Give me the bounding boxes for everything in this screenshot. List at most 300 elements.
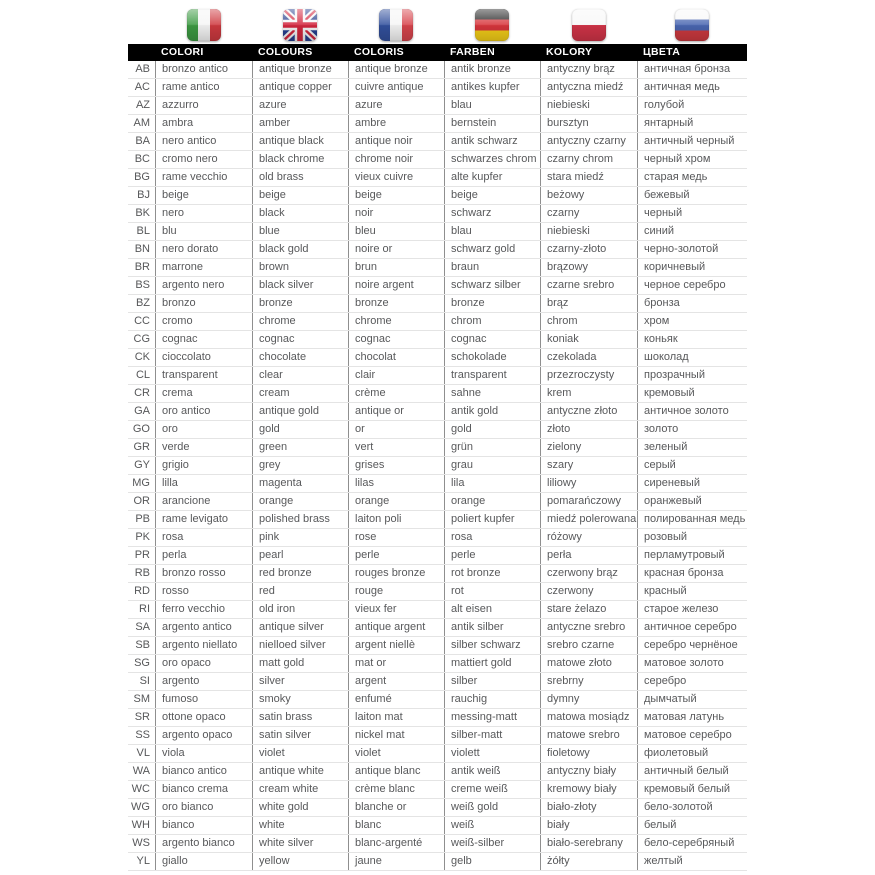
color-name-cell-en: old brass (252, 169, 348, 186)
table-row (128, 727, 747, 745)
table-row (128, 169, 747, 187)
color-name-cell-ru: красный (637, 583, 747, 600)
color-name-cell-fr: violet (348, 745, 444, 762)
color-name-cell-en: yellow (252, 853, 348, 870)
header-french: COLORIS (354, 46, 404, 58)
table-row (128, 637, 747, 655)
code-cell: BK (135, 207, 150, 219)
color-name-cell-fr: vieux fer (348, 601, 444, 618)
color-name-cell-it: crema (155, 385, 252, 402)
color-name-cell-it: bronzo (155, 295, 252, 312)
color-name-cell-pl: zielony (540, 439, 637, 456)
color-name-cell-de: antik silber (444, 619, 540, 636)
code-cell: OR (133, 495, 150, 507)
color-name-cell-ru: фиолетовый (637, 745, 747, 762)
color-name-cell-ru: черное серебро (637, 277, 747, 294)
color-name-cell-en: orange (252, 493, 348, 510)
header-german: FARBEN (450, 46, 495, 58)
color-name-cell-it: argento (155, 673, 252, 690)
code-cell: PK (135, 531, 150, 543)
code-cell: PR (134, 549, 150, 561)
color-name-cell-en: azure (252, 97, 348, 114)
color-name-cell-fr: chrome (348, 313, 444, 330)
color-name-cell-de: transparent (444, 367, 540, 384)
color-name-cell-it: argento antico (155, 619, 252, 636)
color-name-cell-pl: stare żelazo (540, 601, 637, 618)
color-name-cell-de: messing-matt (444, 709, 540, 726)
color-name-cell-ru: кремовый (637, 385, 747, 402)
color-name-cell-fr: antique noir (348, 133, 444, 150)
code-cell: WH (131, 819, 150, 831)
color-name-cell-de: gold (444, 421, 540, 438)
color-name-cell-en: white silver (252, 835, 348, 852)
color-name-cell-de: antik bronze (444, 61, 540, 78)
color-name-cell-it: nero dorato (155, 241, 252, 258)
color-name-cell-ru: бежевый (637, 187, 747, 204)
color-name-cell-en: pearl (252, 547, 348, 564)
color-name-cell-de: rot bronze (444, 565, 540, 582)
uk-flag-icon (283, 9, 317, 41)
color-name-cell-pl: kremowy biały (540, 781, 637, 798)
code-cell: SB (135, 639, 150, 651)
table-row (128, 457, 747, 475)
color-name-cell-it: oro bianco (155, 799, 252, 816)
code-cell: SG (134, 657, 150, 669)
code-cell: GO (132, 423, 150, 435)
color-name-cell-ru: золото (637, 421, 747, 438)
color-name-cell-it: argento nero (155, 277, 252, 294)
table-row (128, 385, 747, 403)
flags-row (128, 8, 747, 41)
russia-flag-icon (675, 9, 709, 41)
color-name-cell-ru: белый (637, 817, 747, 834)
color-name-cell-fr: cuivre antique (348, 79, 444, 96)
color-name-cell-pl: czarny chrom (540, 151, 637, 168)
color-name-cell-ru: оранжевый (637, 493, 747, 510)
table-row (128, 331, 747, 349)
color-name-cell-en: gold (252, 421, 348, 438)
color-name-cell-pl: matowe złoto (540, 655, 637, 672)
color-name-cell-fr: clair (348, 367, 444, 384)
code-cell: RB (134, 567, 150, 579)
color-name-cell-it: ambra (155, 115, 252, 132)
table-row (128, 565, 747, 583)
code-cell: SS (135, 729, 150, 741)
code-cell: CR (134, 387, 150, 399)
color-name-cell-de: rot (444, 583, 540, 600)
color-name-cell-it: nero antico (155, 133, 252, 150)
color-name-cell-de: weiß (444, 817, 540, 834)
color-name-cell-pl: antyczny brąz (540, 61, 637, 78)
color-name-cell-fr: argent niellè (348, 637, 444, 654)
table-row (128, 97, 747, 115)
color-name-cell-de: schwarzes chrom (444, 151, 540, 168)
color-name-cell-ru: серебро (637, 673, 747, 690)
color-name-cell-pl: czarny (540, 205, 637, 222)
color-name-cell-pl: liliowy (540, 475, 637, 492)
color-name-cell-pl: perła (540, 547, 637, 564)
color-name-cell-fr: rouges bronze (348, 565, 444, 582)
color-name-cell-pl: szary (540, 457, 637, 474)
color-name-cell-fr: bleu (348, 223, 444, 240)
germany-flag-icon (475, 9, 509, 41)
color-name-cell-en: brown (252, 259, 348, 276)
color-name-cell-ru: желтый (637, 853, 747, 870)
table-row (128, 511, 747, 529)
color-name-cell-ru: коричневый (637, 259, 747, 276)
color-name-cell-pl: dymny (540, 691, 637, 708)
color-name-cell-it: perla (155, 547, 252, 564)
color-name-cell-pl: biało-serebrany (540, 835, 637, 852)
color-name-cell-ru: античный белый (637, 763, 747, 780)
color-name-cell-fr: laiton poli (348, 511, 444, 528)
color-name-cell-fr: antique argent (348, 619, 444, 636)
code-cell: CC (134, 315, 150, 327)
table-row (128, 583, 747, 601)
table-row (128, 295, 747, 313)
color-name-cell-de: rauchig (444, 691, 540, 708)
color-name-cell-ru: серебро чернёное (637, 637, 747, 654)
color-name-cell-ru: полированная медь (637, 511, 747, 528)
color-name-cell-it: beige (155, 187, 252, 204)
color-name-cell-fr: chocolat (348, 349, 444, 366)
code-cell: SR (134, 711, 150, 723)
color-name-cell-pl: żółty (540, 853, 637, 870)
color-name-cell-fr: azure (348, 97, 444, 114)
color-name-cell-de: grün (444, 439, 540, 456)
color-name-cell-fr: crème (348, 385, 444, 402)
table-row (128, 835, 747, 853)
code-cell: AB (135, 63, 150, 75)
color-name-cell-de: cognac (444, 331, 540, 348)
color-name-cell-pl: bursztyn (540, 115, 637, 132)
color-name-cell-fr: enfumé (348, 691, 444, 708)
color-name-cell-ru: черный хром (637, 151, 747, 168)
color-name-cell-de: antik schwarz (444, 133, 540, 150)
code-cell: WS (132, 837, 150, 849)
table-row (128, 745, 747, 763)
color-name-cell-it: verde (155, 439, 252, 456)
color-name-cell-fr: ambre (348, 115, 444, 132)
color-name-cell-pl: krem (540, 385, 637, 402)
table-row (128, 673, 747, 691)
color-name-cell-ru: дымчатый (637, 691, 747, 708)
color-name-cell-ru: античный черный (637, 133, 747, 150)
color-name-cell-pl: antyczny biały (540, 763, 637, 780)
code-cell: GR (133, 441, 150, 453)
table-row (128, 493, 747, 511)
color-name-cell-ru: бело-золотой (637, 799, 747, 816)
color-name-cell-ru: бронза (637, 295, 747, 312)
table-row (128, 61, 747, 79)
color-name-cell-it: marrone (155, 259, 252, 276)
color-name-cell-fr: noire argent (348, 277, 444, 294)
color-name-cell-fr: crème blanc (348, 781, 444, 798)
color-name-cell-pl: antyczna miedź (540, 79, 637, 96)
color-name-cell-pl: koniak (540, 331, 637, 348)
color-name-cell-pl: miedź polerowana (540, 511, 637, 528)
color-name-cell-en: antique gold (252, 403, 348, 420)
color-name-cell-en: chocolate (252, 349, 348, 366)
color-name-cell-pl: niebieski (540, 97, 637, 114)
color-name-cell-en: smoky (252, 691, 348, 708)
color-name-cell-de: bronze (444, 295, 540, 312)
color-name-cell-fr: perle (348, 547, 444, 564)
color-name-cell-de: braun (444, 259, 540, 276)
color-name-cell-it: rosa (155, 529, 252, 546)
table-row (128, 817, 747, 835)
color-name-cell-it: oro antico (155, 403, 252, 420)
poland-flag-icon (572, 9, 606, 41)
color-name-cell-it: fumoso (155, 691, 252, 708)
color-name-cell-pl: czarne srebro (540, 277, 637, 294)
code-cell: BR (134, 261, 150, 273)
header-english: COLOURS (258, 46, 313, 58)
color-name-cell-de: antik gold (444, 403, 540, 420)
code-cell: SM (133, 693, 150, 705)
table-row (128, 619, 747, 637)
color-name-cell-pl: matowe srebro (540, 727, 637, 744)
color-name-cell-ru: матовое золото (637, 655, 747, 672)
color-name-cell-en: pink (252, 529, 348, 546)
table-row (128, 475, 747, 493)
color-name-cell-it: rosso (155, 583, 252, 600)
color-name-cell-de: rosa (444, 529, 540, 546)
color-name-cell-fr: orange (348, 493, 444, 510)
table-row (128, 529, 747, 547)
color-name-cell-ru: хром (637, 313, 747, 330)
color-name-cell-it: argento bianco (155, 835, 252, 852)
color-name-cell-en: black gold (252, 241, 348, 258)
color-name-cell-ru: матовое серебро (637, 727, 747, 744)
color-name-cell-ru: черный (637, 205, 747, 222)
color-name-cell-fr: grises (348, 457, 444, 474)
color-name-cell-it: cromo (155, 313, 252, 330)
color-name-cell-ru: старая медь (637, 169, 747, 186)
color-name-cell-en: green (252, 439, 348, 456)
header-italian: COLORI (161, 46, 204, 58)
color-name-cell-fr: nickel mat (348, 727, 444, 744)
color-name-cell-ru: янтарный (637, 115, 747, 132)
color-name-cell-ru: прозрачный (637, 367, 747, 384)
color-name-cell-ru: красная бронза (637, 565, 747, 582)
color-name-cell-ru: розовый (637, 529, 747, 546)
color-name-cell-fr: lilas (348, 475, 444, 492)
table-row (128, 79, 747, 97)
color-name-cell-pl: fioletowy (540, 745, 637, 762)
color-name-cell-en: nielloed silver (252, 637, 348, 654)
color-name-cell-it: bianco antico (155, 763, 252, 780)
code-cell: GA (134, 405, 150, 417)
color-name-cell-it: cioccolato (155, 349, 252, 366)
color-name-cell-pl: antyczny czarny (540, 133, 637, 150)
color-name-cell-pl: przezroczysty (540, 367, 637, 384)
color-name-cell-de: perle (444, 547, 540, 564)
color-name-cell-it: grigio (155, 457, 252, 474)
color-name-cell-ru: синий (637, 223, 747, 240)
table-row (128, 421, 747, 439)
color-name-cell-en: white (252, 817, 348, 834)
color-name-cell-de: antikes kupfer (444, 79, 540, 96)
table-row (128, 187, 747, 205)
code-cell: AM (133, 117, 150, 129)
color-name-cell-it: cromo nero (155, 151, 252, 168)
color-name-cell-en: antique silver (252, 619, 348, 636)
table-row (128, 601, 747, 619)
color-name-cell-de: schwarz (444, 205, 540, 222)
code-cell: SI (139, 675, 150, 687)
table-row (128, 205, 747, 223)
color-name-cell-de: weiß gold (444, 799, 540, 816)
table-row (128, 403, 747, 421)
color-name-cell-it: transparent (155, 367, 252, 384)
color-name-cell-pl: różowy (540, 529, 637, 546)
table-row (128, 853, 747, 871)
color-name-cell-ru: коньяк (637, 331, 747, 348)
color-name-cell-de: alt eisen (444, 601, 540, 618)
color-name-cell-de: weiß-silber (444, 835, 540, 852)
code-cell: GY (134, 459, 150, 471)
code-cell: YL (136, 855, 150, 867)
color-name-cell-ru: шоколад (637, 349, 747, 366)
color-name-cell-pl: srebrny (540, 673, 637, 690)
color-name-cell-en: antique copper (252, 79, 348, 96)
color-name-cell-de: sahne (444, 385, 540, 402)
color-name-cell-fr: antique blanc (348, 763, 444, 780)
color-name-cell-de: poliert kupfer (444, 511, 540, 528)
color-name-cell-pl: biały (540, 817, 637, 834)
color-name-cell-fr: blanc (348, 817, 444, 834)
color-name-cell-ru: черно-золотой (637, 241, 747, 258)
color-name-cell-fr: or (348, 421, 444, 438)
color-name-cell-de: mattiert gold (444, 655, 540, 672)
color-name-cell-it: blu (155, 223, 252, 240)
table-row (128, 547, 747, 565)
color-name-cell-en: matt gold (252, 655, 348, 672)
table-row (128, 259, 747, 277)
color-name-cell-en: old iron (252, 601, 348, 618)
color-name-cell-pl: brązowy (540, 259, 637, 276)
france-flag-icon (379, 9, 413, 41)
color-name-cell-pl: brąz (540, 295, 637, 312)
color-name-cell-fr: brun (348, 259, 444, 276)
code-cell: WA (132, 765, 150, 777)
color-name-cell-it: nero (155, 205, 252, 222)
color-name-cell-en: chrome (252, 313, 348, 330)
color-name-cell-de: blau (444, 223, 540, 240)
color-name-cell-it: giallo (155, 853, 252, 870)
color-name-cell-pl: pomarańczowy (540, 493, 637, 510)
color-name-cell-en: polished brass (252, 511, 348, 528)
table-row (128, 151, 747, 169)
table-row (128, 367, 747, 385)
color-name-cell-pl: biało-złoty (540, 799, 637, 816)
header-polish: KOLORY (546, 46, 593, 58)
code-cell: BL (136, 225, 150, 237)
header-russian: ЦВЕТА (643, 46, 681, 58)
color-name-cell-en: antique white (252, 763, 348, 780)
color-name-cell-ru: античная медь (637, 79, 747, 96)
color-name-cell-it: argento niellato (155, 637, 252, 654)
code-cell: BA (135, 135, 150, 147)
color-name-cell-en: beige (252, 187, 348, 204)
color-name-cell-en: red bronze (252, 565, 348, 582)
code-cell: WC (131, 783, 150, 795)
color-name-cell-fr: noire or (348, 241, 444, 258)
color-name-cell-it: ferro vecchio (155, 601, 252, 618)
color-name-cell-en: cream white (252, 781, 348, 798)
color-name-cell-fr: vert (348, 439, 444, 456)
color-name-cell-en: red (252, 583, 348, 600)
table-row (128, 691, 747, 709)
color-name-cell-de: lila (444, 475, 540, 492)
color-name-cell-de: gelb (444, 853, 540, 870)
color-name-cell-it: bronzo antico (155, 61, 252, 78)
color-name-cell-it: azzurro (155, 97, 252, 114)
color-name-cell-it: argento opaco (155, 727, 252, 744)
color-name-cell-ru: зеленый (637, 439, 747, 456)
color-name-cell-fr: beige (348, 187, 444, 204)
color-name-cell-en: blue (252, 223, 348, 240)
color-name-cell-it: rame vecchio (155, 169, 252, 186)
table-row (128, 313, 747, 331)
color-name-cell-it: bianco (155, 817, 252, 834)
color-name-cell-en: satin brass (252, 709, 348, 726)
table-row (128, 133, 747, 151)
color-name-cell-pl: stara miedź (540, 169, 637, 186)
color-name-cell-de: grau (444, 457, 540, 474)
color-name-cell-it: ottone opaco (155, 709, 252, 726)
code-cell: BS (135, 279, 150, 291)
color-name-cell-ru: сиреневый (637, 475, 747, 492)
color-name-cell-en: violet (252, 745, 348, 762)
table-row (128, 799, 747, 817)
color-name-cell-de: silber (444, 673, 540, 690)
color-name-cell-de: blau (444, 97, 540, 114)
code-cell: BN (134, 243, 150, 255)
color-name-cell-fr: rouge (348, 583, 444, 600)
color-name-cell-fr: mat or (348, 655, 444, 672)
color-name-cell-en: black (252, 205, 348, 222)
color-name-cell-it: bianco crema (155, 781, 252, 798)
color-name-cell-it: lilla (155, 475, 252, 492)
code-cell: PB (135, 513, 150, 525)
color-name-cell-pl: złoto (540, 421, 637, 438)
color-name-cell-en: clear (252, 367, 348, 384)
color-name-cell-de: schokolade (444, 349, 540, 366)
color-name-cell-de: violett (444, 745, 540, 762)
color-name-cell-en: satin silver (252, 727, 348, 744)
color-name-cell-en: white gold (252, 799, 348, 816)
color-name-cell-it: cognac (155, 331, 252, 348)
color-name-cell-en: cream (252, 385, 348, 402)
italy-flag-icon (187, 9, 221, 41)
color-name-cell-fr: blanche or (348, 799, 444, 816)
color-name-cell-pl: beżowy (540, 187, 637, 204)
table-body (128, 61, 747, 871)
table-row (128, 115, 747, 133)
code-cell: CK (134, 351, 150, 363)
color-name-cell-ru: античная бронза (637, 61, 747, 78)
color-name-cell-fr: noir (348, 205, 444, 222)
color-name-cell-de: schwarz silber (444, 277, 540, 294)
color-name-cell-ru: кремовый белый (637, 781, 747, 798)
color-name-cell-fr: antique or (348, 403, 444, 420)
color-name-cell-pl: czerwony brąz (540, 565, 637, 582)
color-name-cell-it: oro opaco (155, 655, 252, 672)
color-name-cell-it: viola (155, 745, 252, 762)
table-row (128, 223, 747, 241)
